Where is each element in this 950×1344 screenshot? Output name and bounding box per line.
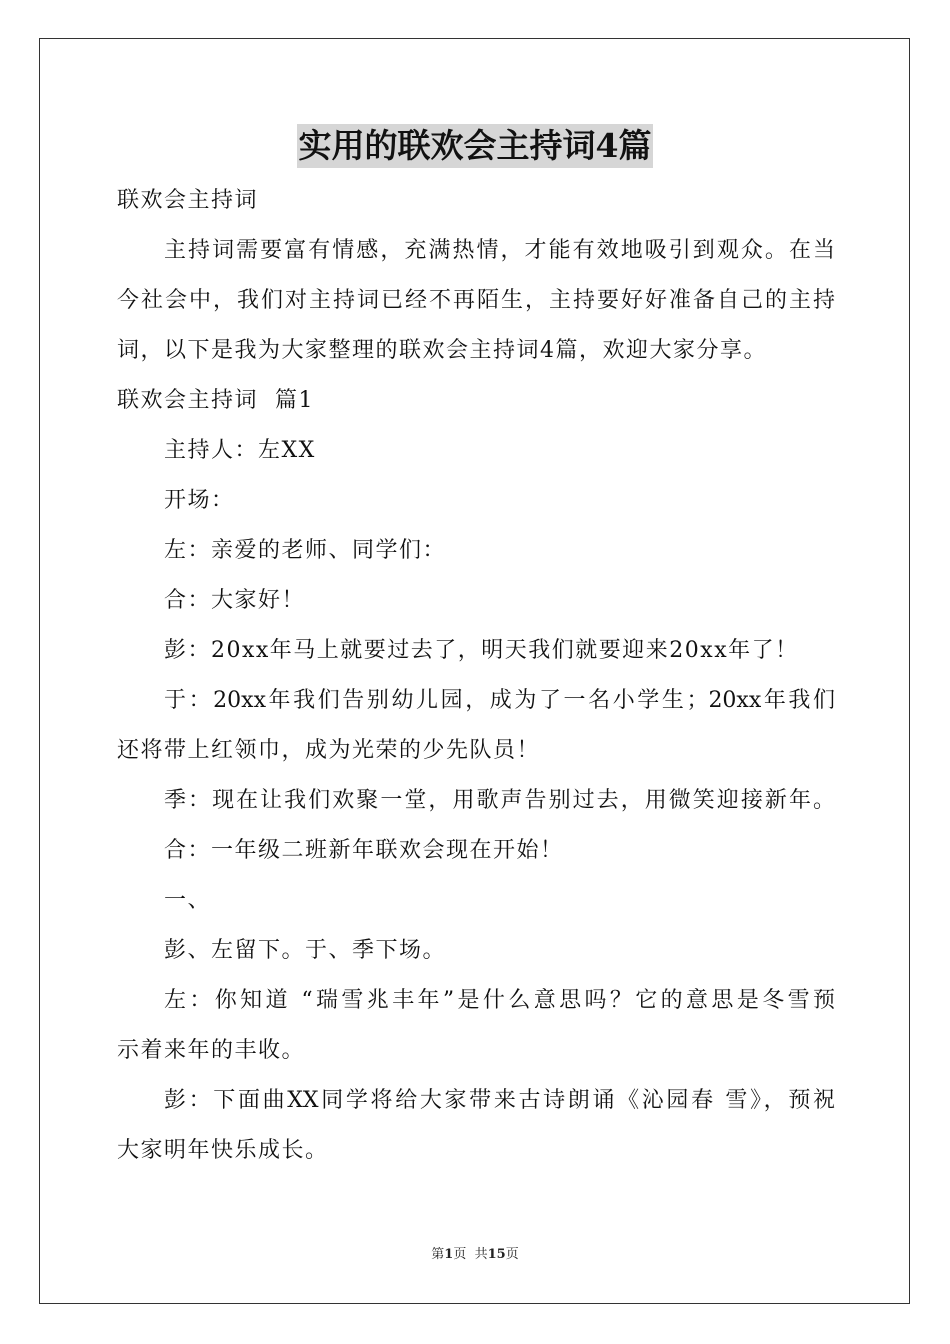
script-line: 一、 bbox=[164, 888, 212, 913]
title-container bbox=[0, 124, 950, 168]
script-line: 左：你知道 “瑞雪兆丰年”是什么意思吗？它的意思是冬雪预 bbox=[164, 988, 835, 1013]
script-line: 示着来年的丰收。 bbox=[117, 1038, 306, 1063]
script-line: 合：一年级二班新年联欢会现在开始！ bbox=[164, 838, 564, 863]
script-line: 季：现在让我们欢聚一堂，用歌声告别过去，用微笑迎接新年。 bbox=[164, 788, 835, 813]
script-line: 开场： bbox=[164, 488, 235, 513]
script-line: 主持人：左XX bbox=[164, 438, 316, 463]
page-number-mid: 页 共 bbox=[453, 1247, 488, 1262]
section-heading: 联欢会主持词 bbox=[117, 188, 259, 213]
document-title: 实用的联欢会主持词4篇 bbox=[297, 124, 654, 168]
intro-line-2: 今社会中，我们对主持词已经不再陌生，主持要好好准备自己的主持 bbox=[117, 288, 835, 313]
script-line: 还将带上红领巾，成为光荣的少先队员！ bbox=[117, 738, 541, 763]
script-line: 彭：20xx年马上就要过去了，明天我们就要迎来20xx年了！ bbox=[164, 638, 799, 663]
script-line: 彭、左留下。于、季下场。 bbox=[164, 938, 447, 963]
script-line: 大家明年快乐成长。 bbox=[117, 1138, 329, 1163]
script-line: 合：大家好！ bbox=[164, 588, 306, 613]
part-heading: 联欢会主持词 篇1 bbox=[117, 388, 314, 413]
page-number-current: 1 bbox=[444, 1247, 454, 1262]
page-footer bbox=[0, 1246, 950, 1264]
intro-line-3: 词，以下是我为大家整理的联欢会主持词4篇，欢迎大家分享。 bbox=[117, 338, 767, 363]
page-number-total: 15 bbox=[487, 1247, 506, 1262]
script-line: 左：亲爱的老师、同学们： bbox=[164, 538, 447, 563]
intro-line-1: 主持词需要富有情感，充满热情，才能有效地吸引到观众。在当 bbox=[164, 238, 835, 263]
page-number-suffix: 页 bbox=[505, 1247, 519, 1262]
document-body bbox=[117, 176, 835, 1176]
page-number-prefix: 第 bbox=[431, 1247, 445, 1262]
script-line: 彭：下面曲XX同学将给大家带来古诗朗诵《沁园春 雪》，预祝 bbox=[164, 1088, 835, 1113]
script-line: 于：20xx年我们告别幼儿园，成为了一名小学生；20xx年我们 bbox=[164, 688, 835, 713]
